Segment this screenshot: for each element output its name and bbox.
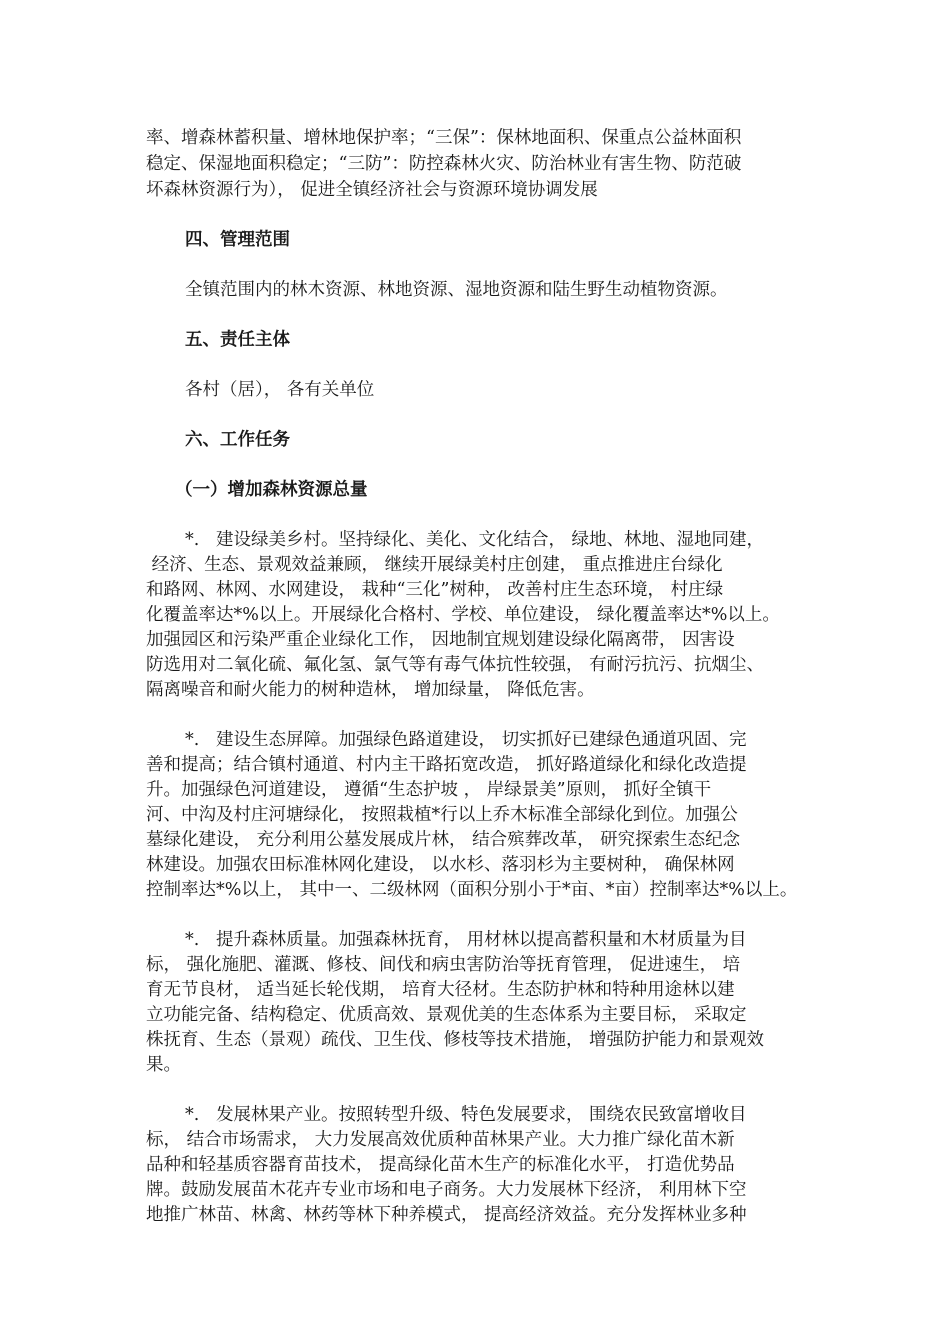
paragraph-line: *. 建设生态屏障。加强绿色路道建设， 切实抓好已建绿色通道巩固、完	[185, 730, 747, 750]
paragraph-line: 防选用对二氧化硫、氟化氢、氯气等有毒气体抗性较强， 有耐污抗污、抗烟尘、	[146, 655, 765, 675]
paragraph-line: 善和提高；结合镇村通道、村内主干路拓宽改造， 抓好路道绿化和绿化改造提	[146, 755, 747, 775]
paragraph-line: 隔离噪音和耐火能力的树种造林， 增加绿量， 降低危害。	[146, 680, 595, 700]
paragraph-line: 林建设。加强农田标准林网化建设， 以水杉、落羽杉为主要树种， 确保林网	[146, 855, 735, 875]
paragraph-line: 加强园区和污染严重企业绿化工作， 因地制宜规划建设绿化隔离带， 因害设	[146, 630, 735, 650]
section-heading: 六、工作任务	[185, 430, 290, 450]
paragraph-line: 株抚育、生态（景观）疏伐、卫生伐、修枝等技术措施， 增强防护能力和景观效	[146, 1030, 765, 1050]
paragraph-line: 经济、生态、景观效益兼顾， 继续开展绿美村庄创建， 重点推进庄台绿化	[146, 555, 723, 575]
paragraph-line: *. 提升森林质量。加强森林抚育， 用材林以提高蓄积量和木材质量为目	[185, 930, 747, 950]
paragraph-line: 升。加强绿色河道建设， 遵循“生态护坡 ， 岸绿景美”原则， 抓好全镇干	[146, 780, 712, 800]
paragraph-line: 和路网、林网、水网建设， 栽种“三化”树种， 改善村庄生态环境， 村庄绿	[146, 580, 724, 600]
intro-line: 稳定、保湿地面积稳定；“三防”：防控森林火灾、防治林业有害生物、防范破	[146, 154, 742, 174]
paragraph-line: 果。	[146, 1055, 181, 1075]
section-heading: 五、责任主体	[185, 330, 290, 350]
paragraph-line: 化覆盖率达*%以上。开展绿化合格村、学校、单位建设， 绿化覆盖率达*%以上。	[146, 605, 780, 625]
paragraph-line: 墓绿化建设， 充分利用公墓发展成片林， 结合殡葬改革， 研究探索生态纪念	[146, 830, 741, 850]
section-text: 各村（居）， 各有关单位	[185, 380, 375, 400]
section-text: 全镇范围内的林木资源、林地资源、湿地资源和陆生野生动植物资源。	[185, 280, 728, 300]
paragraph-line: 育无节良材， 适当延长轮伐期， 培育大径材。生态防护林和特种用途林以建	[146, 980, 735, 1000]
paragraph-line: 立功能完备、结构稳定、优质高效、景观优美的生态体系为主要目标， 采取定	[146, 1005, 747, 1025]
paragraph-line: 控制率达*%以上， 其中一、二级林网（面积分别小于*亩、*亩）控制率达*%以上。	[146, 880, 798, 900]
intro-line: 率、增森林蓄积量、增林地保护率；“三保”：保林地面积、保重点公益林面积	[146, 128, 742, 148]
paragraph-line: 品种和轻基质容器育苗技术， 提高绿化苗木生产的标准化水平， 打造优势品	[146, 1155, 735, 1175]
paragraph-line: 河、中沟及村庄河塘绿化， 按照栽植*行以上乔木标准全部绿化到位。加强公	[146, 805, 738, 825]
subsection-heading: （一）增加森林资源总量	[175, 480, 368, 500]
paragraph-line: 标， 结合市场需求， 大力发展高效优质种苗林果产业。大力推广绿化苗木新	[146, 1130, 735, 1150]
paragraph-line: 牌。鼓励发展苗木花卉专业市场和电子商务。大力发展林下经济， 利用林下空	[146, 1180, 747, 1200]
paragraph-line: 标， 强化施肥、灌溉、修枝、间伐和病虫害防治等抚育管理， 促进速生， 培	[146, 955, 741, 975]
paragraph-line: 地推广林苗、林禽、林药等林下种养模式， 提高经济效益。充分发挥林业多种	[146, 1205, 747, 1225]
paragraph-line: *. 发展林果产业。按照转型升级、特色发展要求， 围绕农民致富增收目	[185, 1105, 747, 1125]
intro-line: 坏森林资源行为）， 促进全镇经济社会与资源环境协调发展	[146, 180, 598, 200]
section-heading: 四、管理范围	[185, 230, 290, 250]
paragraph-line: *. 建设绿美乡村。坚持绿化、美化、文化结合， 绿地、林地、湿地同建，	[185, 530, 765, 550]
